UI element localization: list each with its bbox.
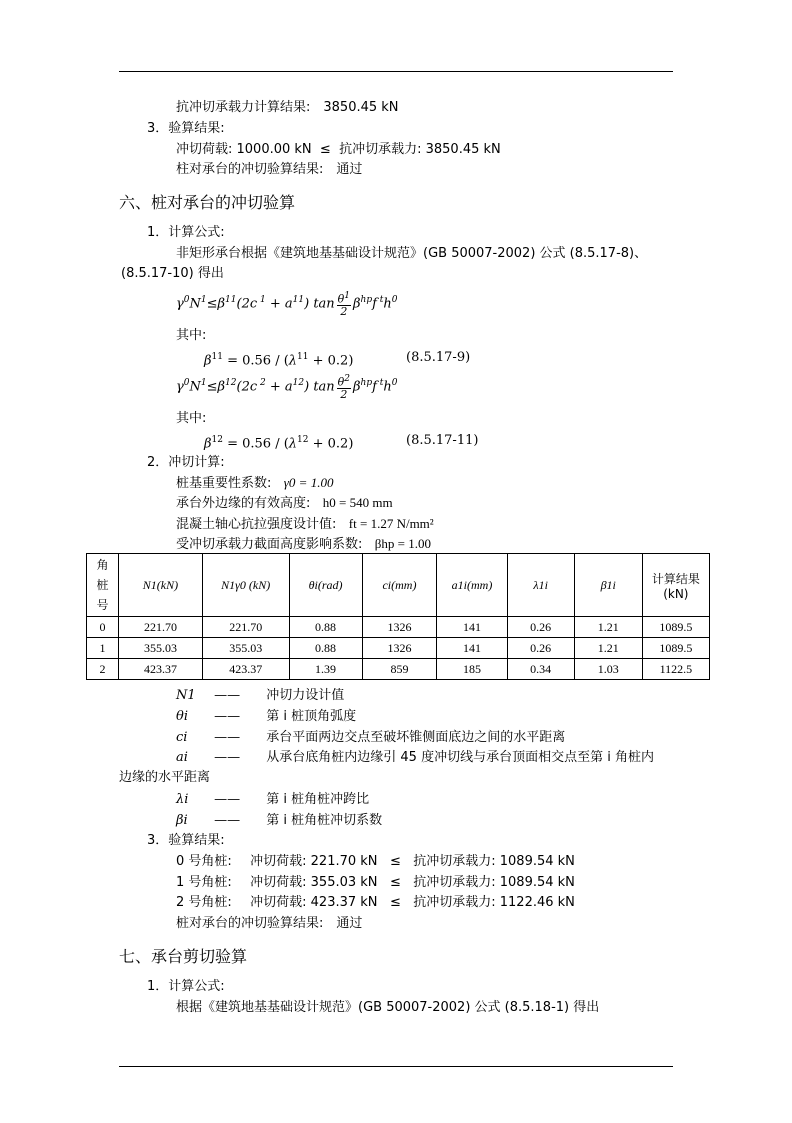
note-text: 冲切力设计值 — [266, 688, 345, 703]
table-cell: 1089.5 — [642, 617, 709, 638]
table-cell: 1.39 — [289, 659, 362, 680]
check-title: 3．验算结果: — [147, 833, 225, 848]
header-result: 计算结果 (kN) — [642, 554, 709, 617]
param-h0 — [176, 494, 393, 512]
formula-a: $\gamma^0N^1\le\beta^{11}(2c$ $^1 + a^{11}$) tan $\frac{\theta^1}{2}$ $\beta^{hp}f$ $^th^0$ — [176, 291, 398, 318]
table-cell: 141 — [437, 617, 507, 638]
param-h0-label: 承台外边缘的有效高度: — [176, 496, 311, 511]
check-load: 冲切荷载: 1000.00 kN — [176, 142, 312, 157]
param-ft-label: 混凝土轴心抗拉强度设计值: — [176, 517, 337, 532]
note-dash: —— — [214, 688, 241, 703]
pile-result: 桩对承台的冲切验算结果: 通过 — [176, 916, 363, 931]
pile-load: 冲切荷载: 355.03 kN — [250, 875, 378, 890]
section-7-title: 七、承台剪切验算 — [119, 947, 248, 966]
calc2-title: 2．冲切计算: — [147, 455, 225, 470]
note-dash: —— — [214, 709, 241, 724]
note-symbol: ai — [176, 750, 188, 765]
pile-capacity: 抗冲切承载力: 1089.54 kN — [413, 875, 575, 890]
param-ft — [176, 515, 434, 533]
table-row — [87, 617, 710, 638]
leq-symbol: ≤ — [389, 875, 401, 890]
note-text: 承台平面两边交点至破坏锥侧面底边之间的水平距离 — [266, 730, 566, 745]
note-text: 第 i 桩角桩冲跨比 — [266, 792, 370, 807]
leq-symbol: ≤ — [389, 854, 401, 869]
note-text: 第 i 桩角桩冲切系数 — [266, 813, 383, 828]
formula-d-ref: (8.5.17-11) — [406, 433, 479, 448]
pile-load: 冲切荷载: 423.37 kN — [250, 895, 378, 910]
table-cell: 0.34 — [507, 659, 574, 680]
check-line — [176, 141, 501, 158]
table-cell: 0.88 — [289, 617, 362, 638]
check-title: 3．验算结果: — [147, 121, 225, 136]
note-row — [176, 749, 654, 766]
header-theta: θi(rad) — [289, 554, 362, 617]
table-cell: 0.26 — [507, 617, 574, 638]
note-wrap: 边缘的水平距离 — [119, 770, 211, 785]
formula-b: $\beta^{11} = 0.56 / (\lambda^{11} + 0.2)$ — [204, 352, 354, 369]
table-cell: 355.03 — [202, 638, 289, 659]
param-bhp-label: 受冲切承载力截面高度影响系数: — [176, 537, 363, 552]
section-7-formula-intro: 根据《建筑地基基础设计规范》(GB 50007-2002) 公式 (8.5.18-1) 得出 — [176, 1000, 600, 1015]
table-cell: 1326 — [362, 617, 437, 638]
note-row — [176, 791, 369, 808]
note-symbol: θi — [176, 709, 188, 724]
param-gamma — [176, 474, 333, 492]
note-row — [176, 708, 356, 725]
table-header-row — [87, 554, 710, 617]
table-cell: 221.70 — [202, 617, 289, 638]
table-cell: 141 — [437, 638, 507, 659]
punching-result-table — [86, 553, 710, 680]
where-2: 其中: — [176, 411, 207, 426]
note-symbol: N1 — [176, 688, 196, 703]
pile-capacity: 抗冲切承载力: 1122.46 kN — [413, 895, 575, 910]
note-dash: —— — [214, 750, 241, 765]
formula-b-ref: (8.5.17-9) — [406, 350, 471, 365]
leq-symbol: ≤ — [319, 142, 331, 157]
pile-load: 冲切荷载: 221.70 kN — [250, 854, 378, 869]
section-6-title: 六、桩对承台的冲切验算 — [119, 193, 296, 212]
formula-c: $\gamma^0N^1\le\beta^{12}(2c$ $^2 + a^{12}$) tan $\frac{\theta^2}{2}$ $\beta^{hp}f$ $^th^0$ — [176, 374, 398, 401]
table-row — [87, 638, 710, 659]
param-h0-value: h0 = 540 mm — [322, 495, 393, 510]
table-cell: 185 — [437, 659, 507, 680]
table-cell: 221.70 — [119, 617, 203, 638]
pile-check-row — [176, 894, 575, 911]
pile-label: 2 号角桩: — [176, 895, 232, 910]
header-n1: N1(kN) — [119, 554, 203, 617]
note-dash: —— — [214, 730, 241, 745]
header-a: a1i(mm) — [437, 554, 507, 617]
table-cell: 0.26 — [507, 638, 574, 659]
note-symbol: λi — [176, 792, 189, 807]
note-text: 第 i 桩顶角弧度 — [266, 709, 357, 724]
note-symbol: ci — [176, 730, 188, 745]
section-7-formula-title: 1．计算公式: — [147, 979, 225, 994]
formula-intro-2: (8.5.17-10) 得出 — [121, 266, 224, 281]
formula-intro-1: 非矩形承台根据《建筑地基基础设计规范》(GB 50007-2002) 公式 (8.5.17-8)、 — [176, 246, 648, 261]
table-cell: 423.37 — [119, 659, 203, 680]
leq-symbol: ≤ — [389, 895, 401, 910]
table-cell: 355.03 — [119, 638, 203, 659]
table-cell: 1 — [87, 638, 119, 659]
formula-d: $\beta^{12} = 0.56 / (\lambda^{12} + 0.2)$ — [204, 435, 354, 452]
column-result: 柱对承台的冲切验算结果: 通过 — [176, 162, 363, 177]
table-cell: 0.88 — [289, 638, 362, 659]
param-bhp — [176, 535, 431, 553]
prev-result-line: 抗冲切承载力计算结果: 3850.45 kN — [176, 100, 399, 115]
table-row — [87, 659, 710, 680]
header-beta: β1i — [574, 554, 642, 617]
param-gamma-label: 桩基重要性系数: — [176, 476, 272, 491]
pile-label: 0 号角桩: — [176, 854, 232, 869]
header-lambda: λ1i — [507, 554, 574, 617]
footer-rule — [119, 1066, 673, 1067]
header-rule — [119, 71, 673, 72]
param-bhp-value: βhp = 1.00 — [374, 536, 431, 551]
header-n1-gamma: N1γ0 (kN) — [202, 554, 289, 617]
pile-capacity: 抗冲切承载力: 1089.54 kN — [413, 854, 575, 869]
param-ft-value: ft = 1.27 N/mm² — [348, 516, 434, 531]
note-dash: —— — [214, 792, 241, 807]
pile-check-row — [176, 874, 575, 891]
calc-formula-title: 1．计算公式: — [147, 225, 225, 240]
table-cell: 1326 — [362, 638, 437, 659]
note-symbol: βi — [176, 813, 188, 828]
pile-label: 1 号角桩: — [176, 875, 232, 890]
table-cell: 2 — [87, 659, 119, 680]
table-cell: 859 — [362, 659, 437, 680]
table-cell: 423.37 — [202, 659, 289, 680]
check-capacity: 抗冲切承载力: 3850.45 kN — [339, 142, 501, 157]
header-c: ci(mm) — [362, 554, 437, 617]
table-cell: 1.21 — [574, 617, 642, 638]
table-cell: 1122.5 — [642, 659, 709, 680]
param-gamma-value: γ0 = 1.00 — [283, 475, 334, 490]
table-cell: 1089.5 — [642, 638, 709, 659]
header-pile-no: 角桩号 — [87, 554, 119, 617]
note-row — [176, 729, 565, 746]
note-row — [176, 812, 382, 829]
pile-check-row — [176, 853, 575, 870]
table-cell: 1.03 — [574, 659, 642, 680]
where-1: 其中: — [176, 328, 207, 343]
table-cell: 0 — [87, 617, 119, 638]
note-row — [176, 687, 344, 704]
table-cell: 1.21 — [574, 638, 642, 659]
note-text: 从承台底角桩内边缘引 45 度冲切线与承台顶面相交点至第 i 角桩内 — [266, 750, 654, 765]
note-dash: —— — [214, 813, 241, 828]
